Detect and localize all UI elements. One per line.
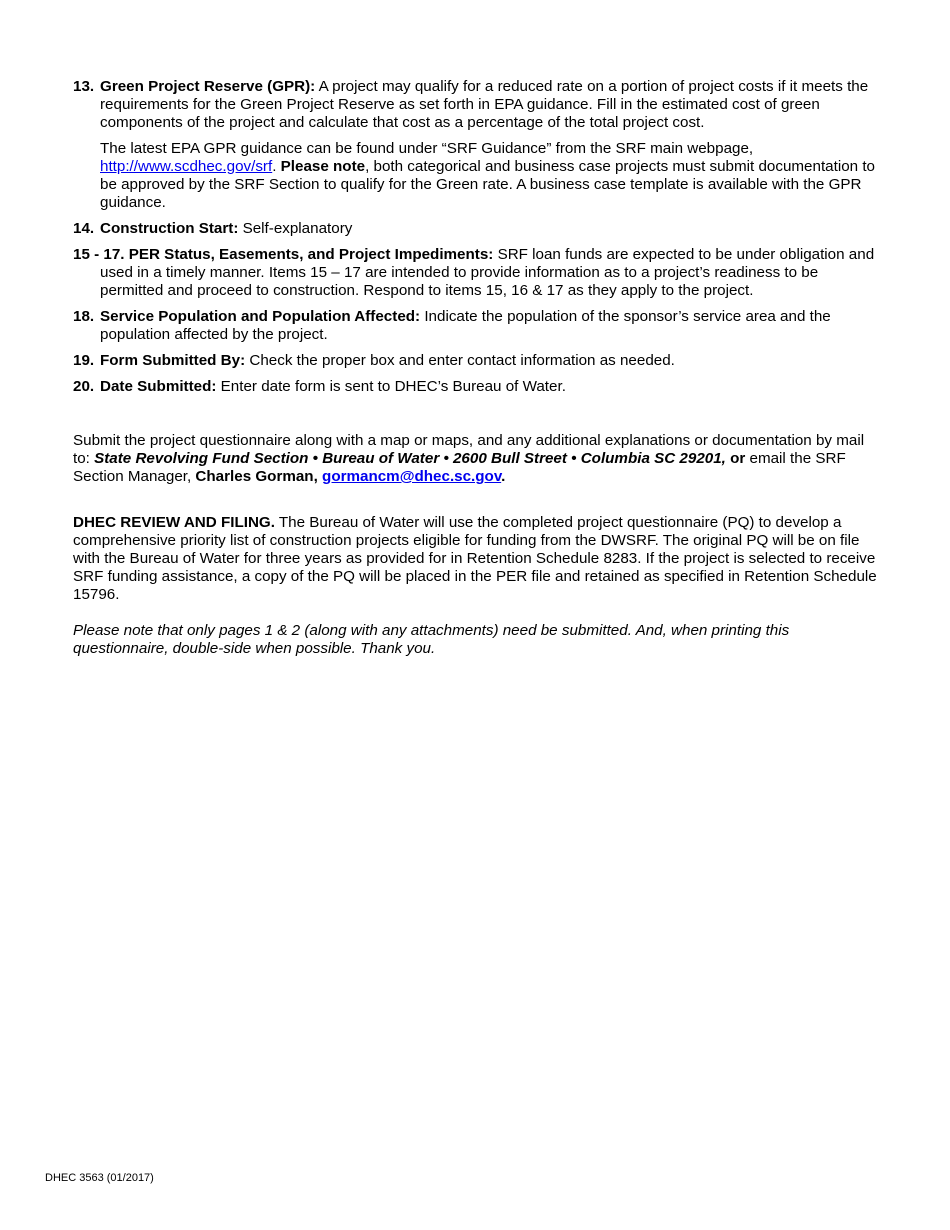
item-number: 14. xyxy=(73,220,95,237)
item-text: SRF loan funds are expected to be under obligation and used in a timely manner. Items 15 – 17 are intended to provide information as to a project’s readiness to be permitted and proceed to construction. Respond to items 15, 16 & 17 as they apply to the project. xyxy=(100,246,875,299)
item-body xyxy=(100,220,881,238)
item-18 xyxy=(73,308,881,344)
item-body xyxy=(100,78,881,132)
item-heading: Construction Start: xyxy=(100,220,239,237)
submission-end: . xyxy=(501,468,506,485)
item-text: Self-explanatory xyxy=(238,220,353,237)
item-heading: PER Status, Easements, and Project Impediments: xyxy=(124,246,494,263)
item-20 xyxy=(73,378,881,396)
submission-text: email the SRF Section Manager, xyxy=(73,450,846,485)
item-heading: Form Submitted By: xyxy=(100,352,246,369)
document-body xyxy=(73,78,881,658)
review-text: The Bureau of Water will use the completed project questionnaire (PQ) to develop a comprehensive priority list of construction projects eligible for funding from the DWSRF. The original PQ will be on file with the Bureau of Water for three years as provided for in Retention Schedule 8283. If the project is selected to receive SRF funding assistance, a copy of the PQ will be placed in the PER file and retained as specified in Retention Schedule 15796. xyxy=(73,514,877,603)
item-14 xyxy=(73,220,881,238)
mailing-address: State Revolving Fund Section • Bureau of Water • 2600 Bull Street • Columbia SC 29201, xyxy=(94,450,726,467)
item-13 xyxy=(73,78,881,212)
item-text: Enter date form is sent to DHEC’s Bureau of Water. xyxy=(216,378,566,395)
item-text: A project may qualify for a reduced rate on a portion of project costs if it meets the requirements for the Green Project Reserve as set forth in EPA guidance. Fill in the estimated cost of green components of the project and calculate that cost as a percentage of the total project cost. xyxy=(100,78,869,131)
gpr-guidance-note xyxy=(100,140,881,212)
item-number: 13. xyxy=(73,78,95,95)
note-text: . xyxy=(272,158,281,175)
item-body xyxy=(100,308,881,344)
item-body xyxy=(73,246,881,300)
item-heading: Green Project Reserve (GPR): xyxy=(100,78,316,95)
review-heading: DHEC REVIEW AND FILING. xyxy=(73,514,275,531)
submission-instructions xyxy=(73,432,881,486)
item-text: Indicate the population of the sponsor’s service area and the population affected by the project. xyxy=(100,308,831,343)
item-text: Check the proper box and enter contact information as needed. xyxy=(245,352,675,369)
note-text: The latest EPA GPR guidance can be found under “SRF Guidance” from the SRF main webpage, xyxy=(100,140,754,157)
item-number: 18. xyxy=(73,308,95,325)
item-19 xyxy=(73,352,881,370)
item-number: 19. xyxy=(73,352,95,369)
note-emphasis: Please note xyxy=(280,158,366,175)
item-body xyxy=(100,378,881,396)
item-15-17 xyxy=(73,246,881,300)
submission-text: Submit the project questionnaire along with a map or maps, and any additional explanations or documentation by mail to: xyxy=(73,432,865,467)
item-number: 15 - 17. xyxy=(73,246,125,263)
review-and-filing xyxy=(73,514,881,604)
submission-or: or xyxy=(725,450,746,467)
note-text: , both categorical and business case projects must submit documentation to be approved by the SRF Section to qualify for the Green rate. A business case template is available with the GPR guidance. xyxy=(100,158,875,211)
item-number: 20. xyxy=(73,378,95,395)
manager-email-link[interactable]: gormancm@dhec.sc.gov xyxy=(322,468,502,485)
item-heading: Service Population and Population Affected: xyxy=(100,308,421,325)
manager-name: Charles Gorman, xyxy=(195,468,318,485)
srf-webpage-link[interactable]: http://www.scdhec.gov/srf xyxy=(100,158,273,175)
item-heading: Date Submitted: xyxy=(100,378,217,395)
printing-note: Please note that only pages 1 & 2 (along with any attachments) need be submitted. And, when printing this questionnaire, double-side when possible. Thank you. xyxy=(73,622,790,657)
item-body xyxy=(100,352,881,370)
form-number-footer: DHEC 3563 (01/2017) xyxy=(45,1172,154,1184)
